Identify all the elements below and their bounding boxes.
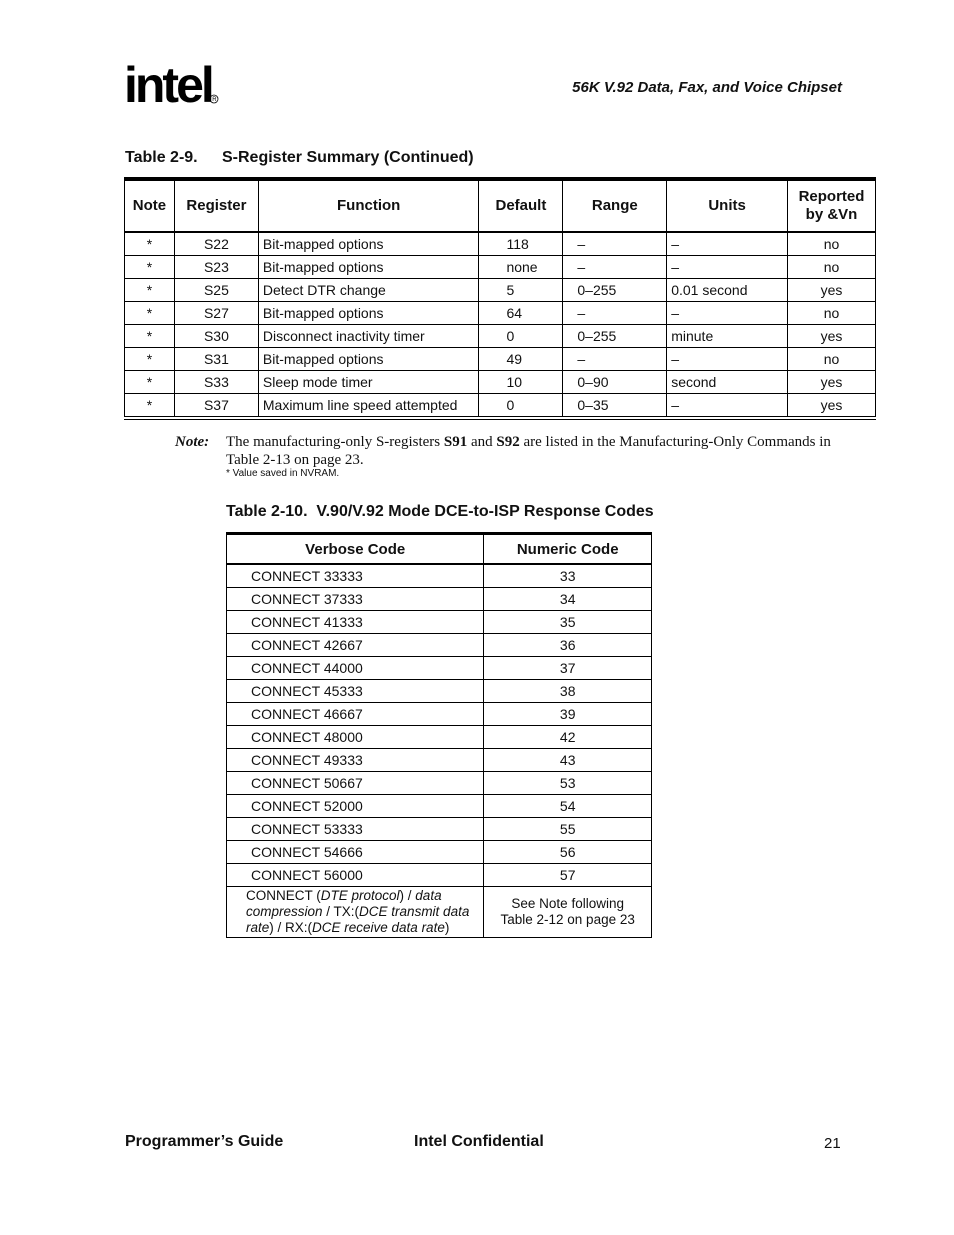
note-text: The manufacturing-only S-registers S91 and S92 are listed in the Manufacturing-Only Commands in Table 2-13 on page 23. [226,434,831,468]
numeric-code-cell: 34 [484,588,652,611]
document-title: 56K V.92 Data, Fax, and Voice Chipset [572,79,842,96]
verbose-code-cell: CONNECT 56000 [227,864,484,887]
verbose-code-cell: CONNECT 50667 [227,772,484,795]
page-number: 21 [824,1135,841,1152]
function-cell: Bit-mapped options [258,232,479,256]
numeric-code-cell: 43 [484,749,652,772]
default-cell: 0 [479,394,563,419]
verbose-code-cell: CONNECT 52000 [227,795,484,818]
function-cell: Sleep mode timer [258,371,479,394]
column-header: Reported by &Vn [788,179,876,232]
table-reference-link[interactable]: Table 2-13 on page 23 [226,452,360,468]
footer-confidential: Intel Confidential [414,1133,544,1150]
default-cell: 5 [479,279,563,302]
function-cell: Disconnect inactivity timer [258,325,479,348]
register-cell: S27 [174,302,258,325]
numeric-code-cell: 55 [484,818,652,841]
range-cell: – [563,256,667,279]
function-cell: Maximum line speed attempted [258,394,479,419]
reported-cell: yes [788,394,876,419]
table-2-9-label: Table 2-9. [125,149,198,166]
range-cell: 0–35 [563,394,667,419]
table-row [227,887,652,938]
range-cell: – [563,302,667,325]
function-cell: Bit-mapped options [258,348,479,371]
verbose-code-cell: CONNECT 53333 [227,818,484,841]
register-cell: S25 [174,279,258,302]
table-row [227,818,652,841]
numeric-code-cell: 37 [484,657,652,680]
default-cell: 64 [479,302,563,325]
register-cell: S30 [174,325,258,348]
note-cell: * [125,371,175,394]
verbose-code-cell: CONNECT 54666 [227,841,484,864]
numeric-code-cell: 42 [484,726,652,749]
register-cell: S33 [174,371,258,394]
register-s92: S92 [496,434,520,450]
reported-cell: no [788,302,876,325]
reported-cell: yes [788,279,876,302]
default-cell: 118 [479,232,563,256]
table-row [125,232,876,256]
units-cell: minute [667,325,788,348]
column-header: Units [667,179,788,232]
nvram-footnote: * Value saved in NVRAM. [226,468,340,479]
table-row [227,864,652,887]
intel-logo-wordmark: intel [124,58,212,113]
reported-cell: yes [788,325,876,348]
table-row [125,256,876,279]
numeric-code-cell: 39 [484,703,652,726]
reported-cell: no [788,348,876,371]
numeric-code-cell: See Note following Table 2-12 on page 23 [484,887,652,938]
verbose-code-cell: CONNECT 45333 [227,680,484,703]
table-row [125,394,876,419]
s-register-table [124,177,876,420]
table-row [125,302,876,325]
numeric-code-cell: 35 [484,611,652,634]
note-block [175,433,855,469]
units-cell: – [667,348,788,371]
units-cell: – [667,256,788,279]
units-cell: – [667,394,788,419]
default-cell: 0 [479,325,563,348]
column-header: Range [563,179,667,232]
table-row [227,657,652,680]
range-cell: 0–90 [563,371,667,394]
column-header: Verbose Code [227,534,484,565]
numeric-code-cell: 36 [484,634,652,657]
table-row [125,279,876,302]
note-cell: * [125,256,175,279]
numeric-code-cell: 38 [484,680,652,703]
numeric-code-cell: 56 [484,841,652,864]
register-cell: S22 [174,232,258,256]
default-cell: none [479,256,563,279]
table-row [125,371,876,394]
table-row [227,564,652,588]
table-row [227,611,652,634]
units-cell: second [667,371,788,394]
verbose-code-cell: CONNECT 37333 [227,588,484,611]
column-header: Default [479,179,563,232]
default-cell: 49 [479,348,563,371]
note-cell: * [125,302,175,325]
table-2-9-caption [125,149,474,167]
note-cell: * [125,348,175,371]
response-codes-table [226,532,652,938]
register-s91: S91 [443,434,468,450]
column-header: Function [258,179,479,232]
reported-cell: no [788,232,876,256]
note-cell: * [125,232,175,256]
verbose-code-cell: CONNECT 33333 [227,564,484,588]
range-cell: 0–255 [563,279,667,302]
range-cell: – [563,348,667,371]
units-cell: – [667,302,788,325]
verbose-code-cell: CONNECT 44000 [227,657,484,680]
table-row [227,703,652,726]
verbose-code-cell: CONNECT 42667 [227,634,484,657]
register-cell: S31 [174,348,258,371]
note-label: Note: [175,434,210,450]
note-cell: * [125,279,175,302]
table-row [125,325,876,348]
table-row [227,726,652,749]
units-cell: 0.01 second [667,279,788,302]
numeric-code-cell: 53 [484,772,652,795]
table-row [227,772,652,795]
range-cell: – [563,232,667,256]
units-cell: – [667,232,788,256]
table-header-row [227,534,652,565]
svg-text:R: R [212,97,217,104]
default-cell: 10 [479,371,563,394]
register-cell: S23 [174,256,258,279]
table-row [227,680,652,703]
table-row [125,348,876,371]
numeric-code-cell: 54 [484,795,652,818]
table-row [227,749,652,772]
table-row [227,841,652,864]
function-cell: Detect DTR change [258,279,479,302]
verbose-code-cell: CONNECT 48000 [227,726,484,749]
verbose-code-cell: CONNECT (DTE protocol) / data compression / TX:(DCE transmit data rate) / RX:(DCE receive data rate) [227,887,484,938]
numeric-code-cell: 57 [484,864,652,887]
table-row [227,795,652,818]
table-row [227,634,652,657]
register-cell: S37 [174,394,258,419]
verbose-code-cell: CONNECT 49333 [227,749,484,772]
intel-logo [124,58,224,118]
note-cell: * [125,325,175,348]
footer-guide-title: Programmer’s Guide [125,1133,284,1150]
column-header: Register [174,179,258,232]
verbose-code-cell: CONNECT 41333 [227,611,484,634]
table-2-9-title: S-Register Summary (Continued) [222,149,474,166]
table-2-10-caption: Table 2-10. V.90/V.92 Mode DCE-to-ISP Response Codes [226,503,654,520]
numeric-code-cell: 33 [484,564,652,588]
function-cell: Bit-mapped options [258,302,479,325]
reported-cell: no [788,256,876,279]
range-cell: 0–255 [563,325,667,348]
table-reference-link[interactable]: Table 2-12 on page 23 [500,912,635,927]
note-cell: * [125,394,175,419]
verbose-code-cell: CONNECT 46667 [227,703,484,726]
table-row [227,588,652,611]
function-cell: Bit-mapped options [258,256,479,279]
column-header: Note [125,179,175,232]
reported-cell: yes [788,371,876,394]
column-header: Numeric Code [484,534,652,565]
table-header-row [125,179,876,232]
